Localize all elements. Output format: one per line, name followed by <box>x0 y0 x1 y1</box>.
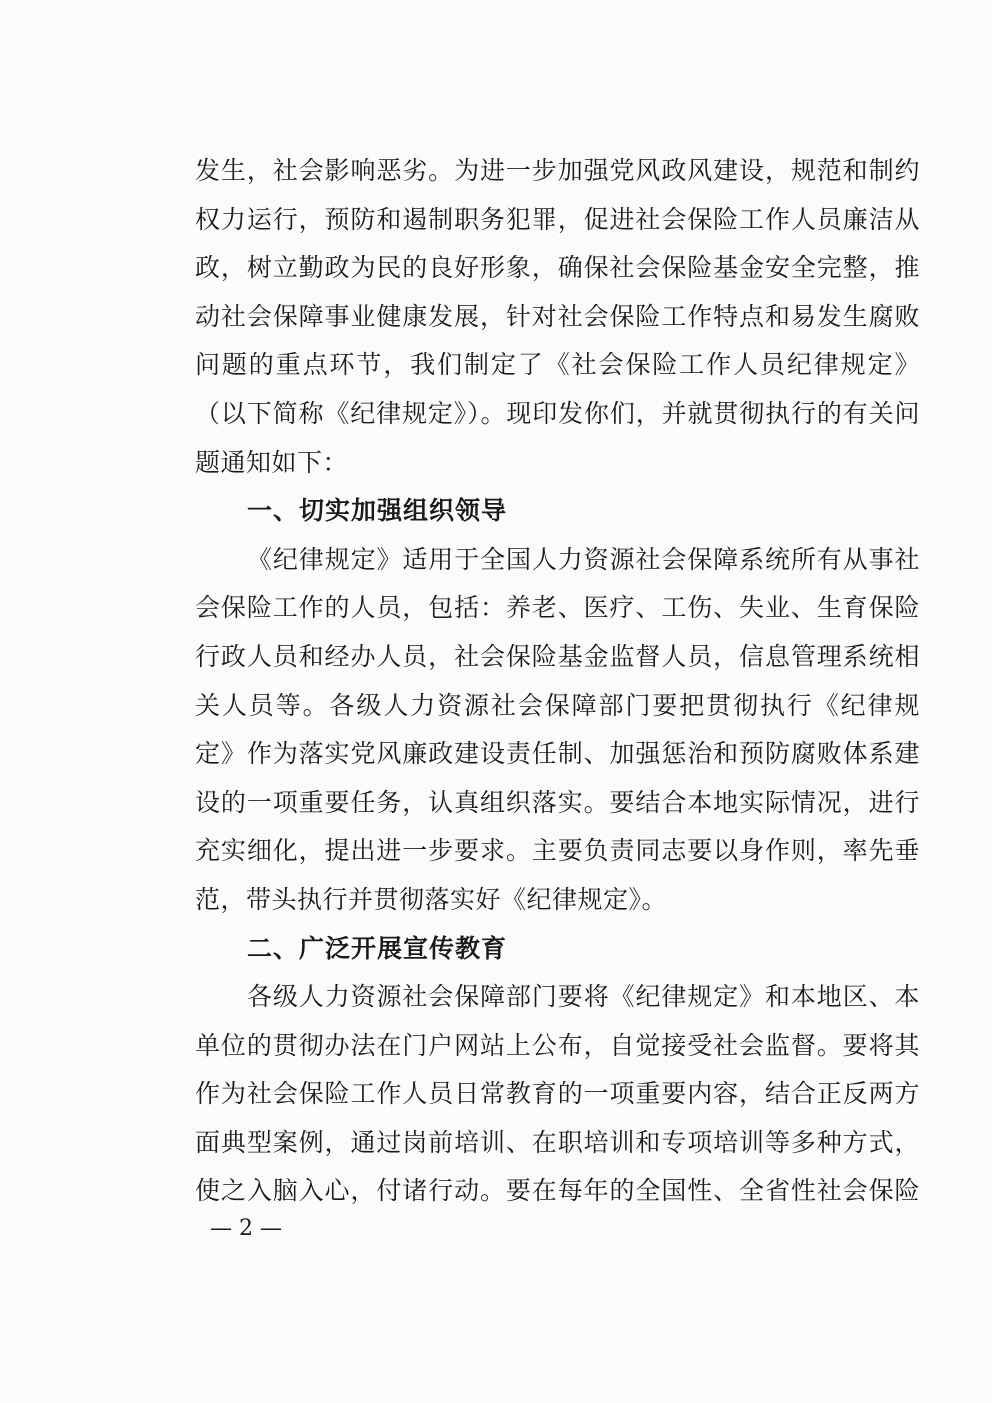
paragraph-line: 范，带头执行并贯彻落实好《纪律规定》。 <box>195 884 668 914</box>
paragraph-line: 政，树立勤政为民的良好形象，确保社会保险基金安全完整，推 <box>195 253 920 283</box>
paragraph-line: 发生，社会影响恶劣。为进一步加强党风政风建设，规范和制约 <box>195 156 920 185</box>
paragraph-line: 《纪律规定》适用于全国人力资源社会保障系统所有从事社 <box>247 544 920 574</box>
paragraph-line: 定》作为落实党风廉政建设责任制、加强惩治和预防腐败体系建 <box>195 739 920 769</box>
paragraph-line: 会保险工作的人员，包括：养老、医疗、工伤、失业、生育保险 <box>195 593 920 623</box>
paragraph-line: 动社会保障事业健康发展，针对社会保险工作特点和易发生腐败 <box>195 301 920 331</box>
paragraph-line: 使之入脑入心，付诸行动。要在每年的全国性、全省性社会保险 <box>195 1176 920 1206</box>
section-heading: 二、广泛开展宣传教育 <box>247 933 508 963</box>
paragraph-line: 关人员等。各级人力资源社会保障部门要把贯彻执行《纪律规 <box>195 690 920 720</box>
paragraph-line: 各级人力资源社会保障部门要将《纪律规定》和本地区、本 <box>247 982 920 1012</box>
paragraph-line: 权力运行，预防和遏制职务犯罪，促进社会保险工作人员廉洁从 <box>195 204 920 234</box>
paragraph-line: 题通知如下： <box>195 447 349 477</box>
page-number: — 2 — <box>210 1216 282 1241</box>
paragraph-line: 作为社会保险工作人员日常教育的一项重要内容，结合正反两方 <box>195 1079 920 1109</box>
paragraph-line: 行政人员和经办人员，社会保险基金监督人员，信息管理系统相 <box>195 641 920 671</box>
paragraph-line: 单位的贯彻办法在门户网站上公布，自觉接受社会监督。要将其 <box>195 1030 920 1060</box>
paragraph-line: 面典型案例，通过岗前培训、在职培训和专项培训等多种方式， <box>195 1127 920 1157</box>
paragraph-line: 问题的重点环节，我们制定了《社会保险工作人员纪律规定》 <box>195 350 920 380</box>
paragraph-line: （以下简称《纪律规定》）。现印发你们，并就贯彻执行的有关问 <box>195 398 920 428</box>
document-body <box>195 147 920 1216</box>
paragraph-line: 充实细化，提出进一步要求。主要负责同志要以身作则，率先垂 <box>195 836 920 866</box>
section-heading: 一、切实加强组织领导 <box>247 496 508 526</box>
paragraph-line: 设的一项重要任务，认真组织落实。要结合本地实际情况，进行 <box>195 787 920 817</box>
